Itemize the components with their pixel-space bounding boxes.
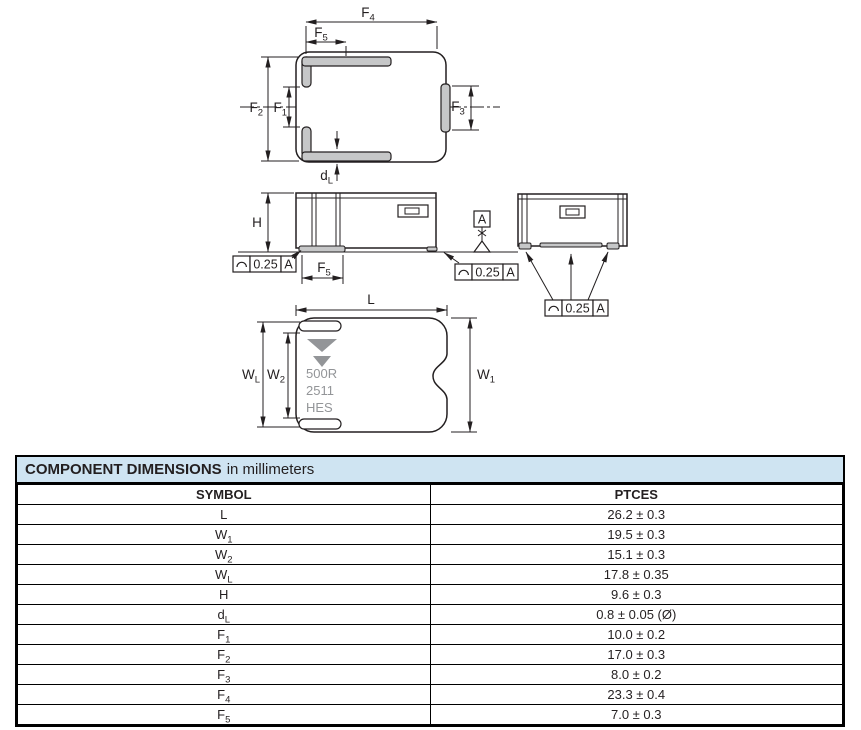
table-row (18, 545, 843, 565)
value-cell: 19.5 ± 0.3 (430, 525, 843, 545)
symbol-cell: L (18, 505, 431, 525)
value-cell: 7.0 ± 0.3 (430, 705, 843, 725)
marking-line-1: 500R (306, 366, 338, 381)
datum-a-symbol (474, 211, 490, 252)
top-view (240, 5, 500, 187)
table-row (18, 665, 843, 685)
tolerance-value: 0.25 (565, 301, 590, 316)
label-f3: $F_3$ (451, 99, 465, 118)
label-f1: $F_1$ (273, 100, 287, 119)
dim-w1 (451, 318, 477, 432)
component-body-outline (296, 52, 446, 162)
side-body-outline (296, 193, 436, 248)
value-cell: 9.6 ± 0.3 (430, 585, 843, 605)
marking-line-3: HES (306, 400, 333, 415)
symbol-cell: $W_2$ (18, 545, 431, 565)
value-cell: 8.0 ± 0.2 (430, 665, 843, 685)
value-cell: 23.3 ± 0.4 (430, 685, 843, 705)
symbol-cell: H (18, 585, 431, 605)
symbol-cell: $d_L$ (18, 605, 431, 625)
table-row (18, 685, 843, 705)
marking-view (242, 292, 495, 432)
right-lead (441, 84, 450, 132)
datum-ref: A (506, 265, 515, 280)
value-cell: 10.0 ± 0.2 (430, 625, 843, 645)
value-cell: 26.2 ± 0.3 (430, 505, 843, 525)
flatness-callout-middle (444, 253, 518, 281)
label-w1: $W_1$ (477, 367, 496, 386)
symbol-cell: $F_3$ (18, 665, 431, 685)
table-row (18, 705, 843, 725)
value-cell: 0.8 ± 0.05 (Ø) (430, 605, 843, 625)
tolerance-value: 0.25 (253, 257, 278, 272)
label-f5-side: $F_5$ (317, 260, 331, 279)
label-l: L (367, 292, 375, 307)
table-header-row (18, 485, 843, 505)
datum-label: A (477, 212, 487, 227)
table-row (18, 505, 843, 525)
end-view (518, 194, 627, 249)
flatness-callout-right (526, 252, 608, 316)
seating-foot (299, 246, 345, 252)
table-row (18, 605, 843, 625)
column-header-symbol: SYMBOL (18, 485, 431, 505)
label-dl: $d_L$ (320, 168, 333, 187)
tolerance-value: 0.25 (475, 265, 500, 280)
symbol-cell: $W_L$ (18, 565, 431, 585)
lead-tab-bottom (299, 419, 341, 429)
table-title (17, 457, 843, 484)
column-header-ptces: PTCES (430, 485, 843, 505)
component-dimensions-table (15, 455, 845, 727)
table-title-suffix: in millimeters (226, 461, 315, 478)
symbol-cell: $F_4$ (18, 685, 431, 705)
table-title-main: COMPONENT DIMENSIONS (25, 461, 222, 478)
table-row (18, 645, 843, 665)
symbol-cell: $W_1$ (18, 525, 431, 545)
label-h: H (252, 215, 262, 230)
datum-ref: A (284, 257, 293, 272)
flatness-callout-left (233, 251, 301, 273)
symbol-cell: $F_2$ (18, 645, 431, 665)
label-f5-top: $F_5$ (314, 25, 328, 44)
value-cell: 15.1 ± 0.3 (430, 545, 843, 565)
datum-triangle-icon (474, 241, 490, 252)
table-row (18, 625, 843, 645)
label-f2: $F_2$ (249, 100, 263, 119)
label-wl: $W_L$ (241, 367, 260, 386)
dim-h (261, 193, 294, 252)
table-row (18, 565, 843, 585)
value-cell: 17.0 ± 0.3 (430, 645, 843, 665)
end-body-outline (518, 194, 627, 246)
symbol-cell: $F_5$ (18, 705, 431, 725)
label-w2: $W_2$ (266, 367, 285, 386)
marking-line-2: 2511 (306, 383, 334, 398)
table-row (18, 585, 843, 605)
lead-tab-top (299, 321, 341, 331)
value-cell: 17.8 ± 0.35 (430, 565, 843, 585)
symbol-cell: $F_1$ (18, 625, 431, 645)
datum-ref: A (596, 301, 605, 316)
label-f4: $F_4$ (361, 5, 375, 24)
table-row (18, 525, 843, 545)
